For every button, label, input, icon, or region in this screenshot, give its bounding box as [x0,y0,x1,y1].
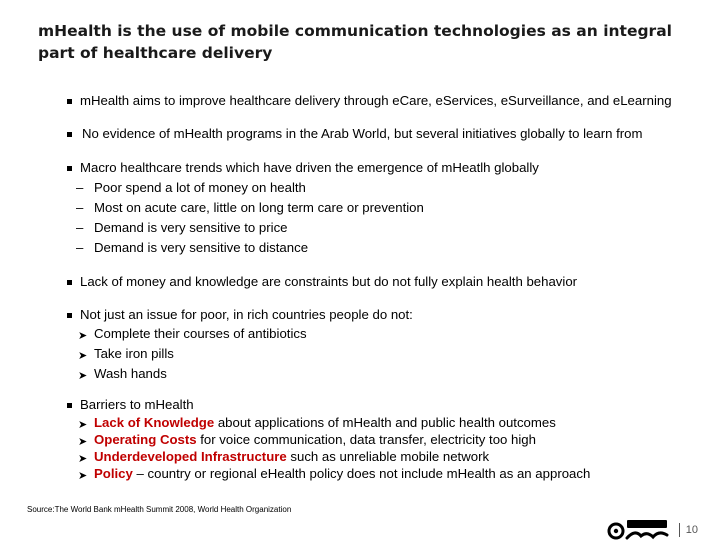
arrow-bullet-icon: ➤ [78,330,88,342]
bullet-square-icon [67,280,72,285]
arrow-bullet-icon: ➤ [78,419,88,431]
sub-item: Take iron pills [94,346,174,361]
page-number: 10 [685,524,698,536]
barrier-rest: – country or regional eHealth policy does not include mHealth as an approach [132,466,591,481]
tahseen-logo [607,519,673,541]
barrier-key: Lack of Knowledge [94,415,215,430]
bullet-square-icon [67,403,72,408]
dash-marker: – [76,240,84,255]
bullet-square-icon [67,132,72,137]
barrier-rest: about applications of mHealth and public health outcomes [214,415,556,430]
barrier-item [94,464,590,484]
dash-marker: – [76,180,84,195]
arrow-bullet-icon: ➤ [78,370,88,382]
slide-footer [607,520,698,540]
bullet-text: Lack of money and knowledge are constraints but do not fully explain health behavior [80,274,578,289]
barrier-rest: for voice communication, data transfer, electricity too high [196,432,536,447]
sub-item: Complete their courses of antibiotics [94,326,307,341]
sub-item: Demand is very sensitive to distance [94,240,309,255]
arrow-bullet-icon: ➤ [78,350,88,362]
arrow-bullet-icon: ➤ [78,436,88,448]
sub-item: Poor spend a lot of money on health [94,180,306,195]
slide-title: mHealth is the use of mobile communication technologies as an integral part of healthcare delivery [38,22,672,62]
dash-marker: – [76,200,84,215]
page-separator [679,523,680,537]
arrow-bullet-icon: ➤ [78,453,88,465]
barrier-key: Policy [94,466,133,481]
barrier-key: Operating Costs [94,432,197,447]
tahseen-logo-icon [607,519,673,541]
bullet-square-icon [67,313,72,318]
barrier-key: Underdeveloped Infrastructure [94,449,287,464]
barrier-rest: such as unreliable mobile network [286,449,490,464]
bullet-text: No evidence of mHealth programs in the Arab World, but several initiatives globally to learn from [82,126,643,141]
arrow-bullet-icon: ➤ [78,470,88,482]
sub-item: Most on acute care, little on long term care or prevention [94,200,424,215]
bullet-text: Not just an issue for poor, in rich countries people do not: [80,307,413,322]
bullet-text: mHealth aims to improve healthcare delivery through eCare, eServices, eSurveillance, and eLearning [80,93,672,108]
sub-item: Wash hands [94,366,167,381]
bullet-square-icon [67,166,72,171]
bullet-text: Macro healthcare trends which have driven the emergence of mHeatlh globally [80,160,539,175]
bullet-text: Barriers to mHealth [80,397,194,412]
source-note: Source:The World Bank mHealth Summit 2008, World Health Organization [27,505,292,514]
bullet-square-icon [67,99,72,104]
sub-item: Demand is very sensitive to price [94,220,288,235]
dash-marker: – [76,220,84,235]
